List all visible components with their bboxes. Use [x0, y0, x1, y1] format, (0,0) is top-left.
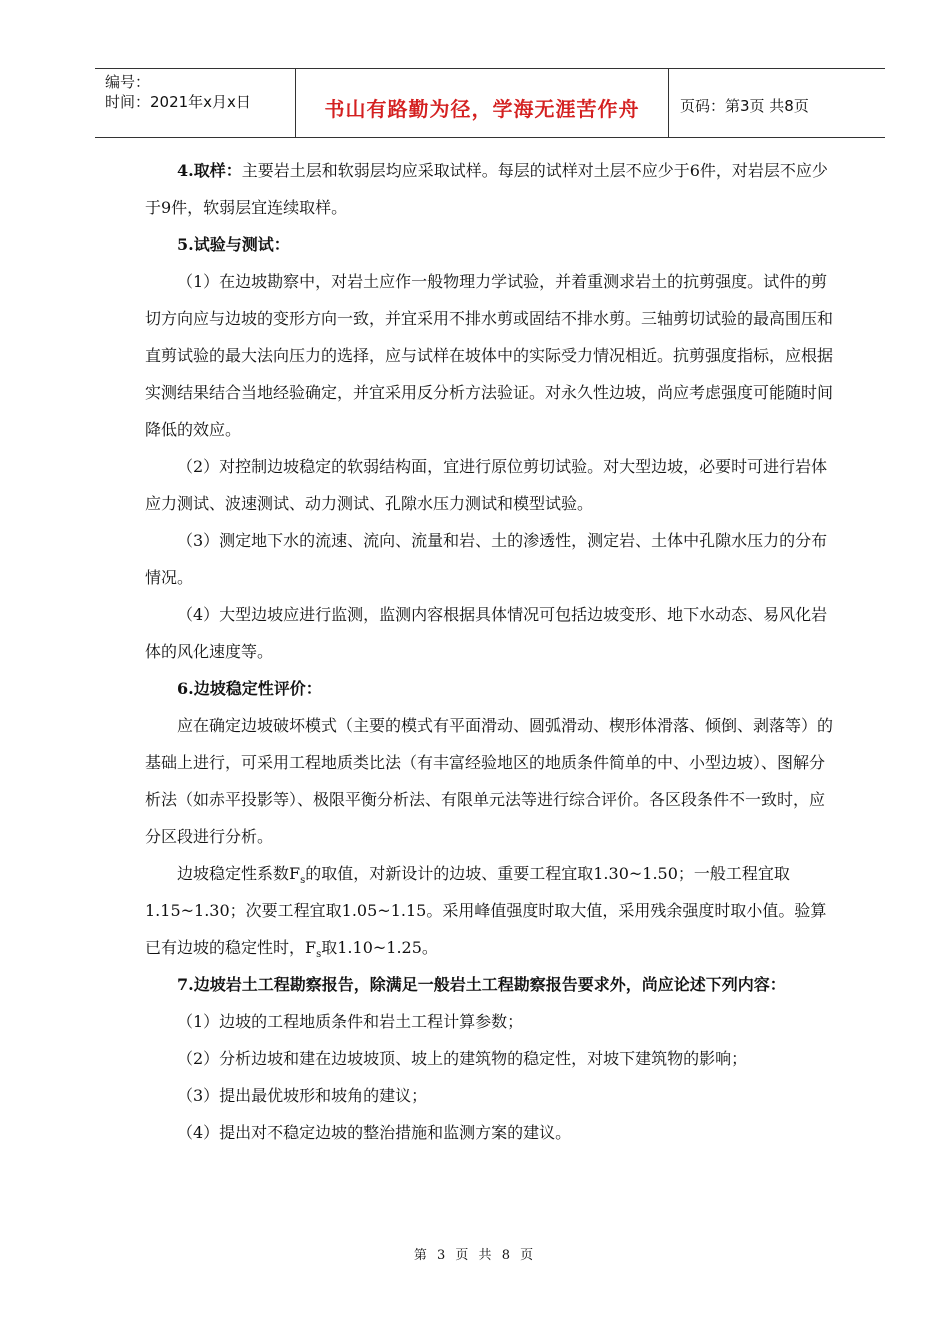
section-7-item-1: （1）边坡的工程地质条件和岩土工程计算参数； [177, 1012, 524, 1031]
section-5-title: 5.试验与测试： [177, 235, 290, 254]
document-body [145, 152, 837, 1151]
section-5-paragraph-3: （3）测定地下水的流速、流向、流量和岩、土的渗透性，测定岩、土体中孔隙水压力的分布情况。 [145, 531, 828, 587]
fs-subscript-2: s [316, 949, 322, 961]
section-6-paragraph-1: 应在确定边坡破坏模式（主要的模式有平面滑动、圆弧滑动、楔形体滑落、倾倒、剥落等）的基础上进行，可采用工程地质类比法（有丰富经验地区的地质条件简单的中、小型边坡）、图解分析法（如赤平投影等）、极限平衡分析法、有限单元法等进行综合评价。各区段条件不一致时，应分区段进行分析。 [145, 716, 834, 846]
header-page-cell [668, 69, 885, 137]
header-meta [95, 69, 295, 137]
section-7-item-4: （4）提出对不稳定边坡的整治措施和监测方案的建议。 [177, 1123, 572, 1142]
fs-text-b: 的取值，对新设计的边坡、重要工程宜取1.30~1.50；一般工程宜取1.15~1.30；次要工程宜取1.05~1.15。采用峰值强度时取大值，采用残余强度时取小值。验算已有边坡的稳定性时，F [145, 864, 827, 957]
header-motto-cell [295, 69, 669, 137]
section-5-paragraph-1: （1）在边坡勘察中，对岩土应作一般物理力学试验，并着重测求岩土的抗剪强度。试件的剪切方向应与边坡的变形方向一致，并宜采用不排水剪或固结不排水剪。三轴剪切试验的最高围压和直剪试验的最大法向压力的选择，应与试样在坡体中的实际受力情况相近。抗剪强度指标，应根据实测结果结合当地经验确定，并宜采用反分析方法验证。对永久性边坡，尚应考虑强度可能随时间降低的效应。 [145, 272, 834, 439]
section-6-title: 6.边坡稳定性评价： [177, 679, 322, 698]
page-footer: 第 3 页 共 8 页 [413, 1248, 537, 1263]
header-motto: 书山有路勤为径，学海无涯苦作舟 [324, 97, 640, 121]
section-4-paragraph [145, 152, 837, 226]
fs-subscript-1: s [300, 875, 306, 887]
fs-text-c: 取1.10~1.25。 [321, 938, 438, 957]
section-5-paragraph-4: （4）大型边坡应进行监测，监测内容根据具体情况可包括边坡变形、地下水动态、易风化岩体的风化速度等。 [145, 605, 828, 661]
section-7-title: 7.边坡岩土工程勘察报告，除满足一般岩土工程勘察报告要求外，尚应论述下列内容： [177, 975, 786, 994]
header-page-info: 页码：第3页 共8页 [680, 97, 809, 115]
serial-label: 编号： [105, 73, 151, 91]
section-7-item-2: （2）分析边坡和建在边坡坡顶、坡上的建筑物的稳定性，对坡下建筑物的影响； [177, 1049, 748, 1068]
section-6-paragraph-2 [145, 855, 837, 966]
page-header [95, 68, 885, 138]
section-4-text: 主要岩土层和软弱层均应采取试样。每层的试样对土层不应少于6件，对岩层不应少于9件，软弱层宜连续取样。 [145, 161, 828, 217]
fs-text-a: 边坡稳定性系数F [177, 864, 301, 883]
section-5-paragraph-2: （2）对控制边坡稳定的软弱结构面，宜进行原位剪切试验。对大型边坡，必要时可进行岩体应力测试、波速测试、动力测试、孔隙水压力测试和模型试验。 [145, 457, 828, 513]
section-7-item-3: （3）提出最优坡形和坡角的建议； [177, 1086, 428, 1105]
section-4-title: 4.取样： [177, 161, 242, 180]
date-label: 时间：2021年x月x日 [105, 93, 251, 111]
